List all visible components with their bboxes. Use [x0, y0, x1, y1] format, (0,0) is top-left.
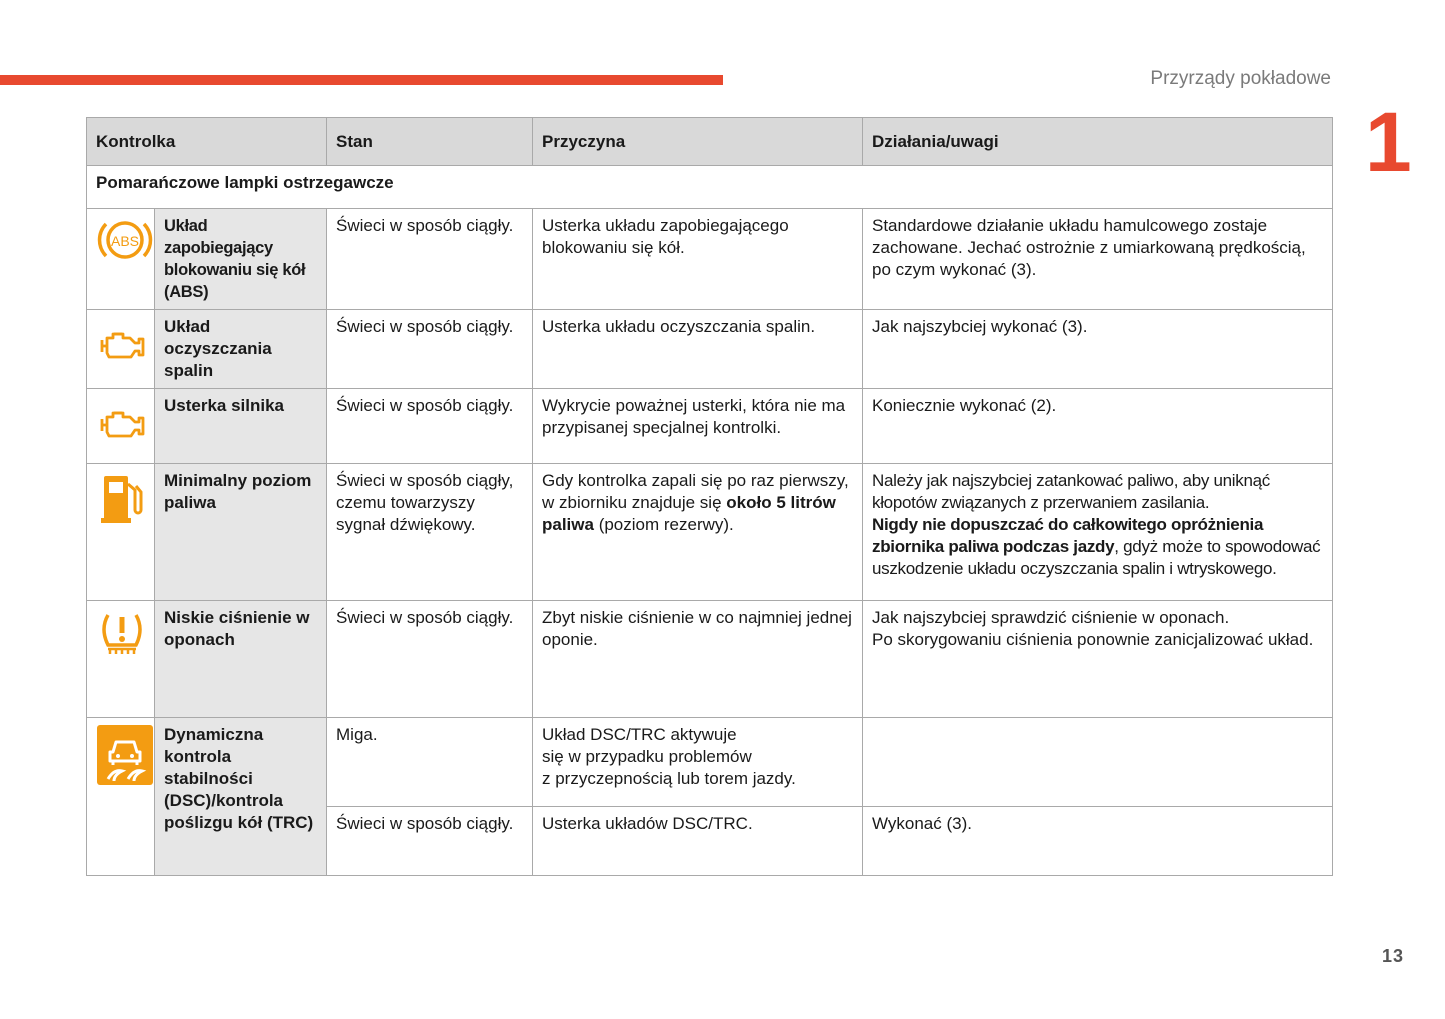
group-row [87, 166, 1333, 209]
lamp-cause: Usterka układu oczyszczania spalin. [533, 310, 863, 389]
lamp-cause: Wykrycie poważnej usterki, która nie ma przypisanej specjalnej kontrolki. [533, 389, 863, 464]
column-header-przyczyna: Przyczyna [533, 118, 863, 166]
icon-cell [87, 464, 155, 601]
abs-warning-icon [96, 215, 154, 265]
engine-emission-icon [96, 324, 148, 368]
icon-cell [87, 310, 155, 389]
lamp-name: Niskie ciśnienie w oponach [155, 601, 327, 718]
lamp-state: Świeci w sposób ciągły. [327, 807, 533, 876]
lamp-action: Wykonać (3). [863, 807, 1333, 876]
column-header-stan: Stan [327, 118, 533, 166]
lamp-cause: Usterka układu zapobiegającego blokowaniu się kół. [533, 209, 863, 310]
lamp-name: Układ zapobiegający blokowaniu się kół (ABS) [155, 209, 327, 310]
table-row [87, 601, 1333, 718]
table-row [87, 464, 1333, 601]
lamp-action [863, 718, 1333, 807]
stability-control-icon [96, 724, 154, 786]
icon-cell [87, 718, 155, 876]
engine-fault-icon [96, 403, 148, 447]
icon-cell [87, 209, 155, 310]
svg-text:ABS: ABS [110, 233, 140, 249]
column-header-kontrolka: Kontrolka [87, 118, 327, 166]
table-row [87, 718, 1333, 807]
lamp-action: Koniecznie wykonać (2). [863, 389, 1333, 464]
lamp-state: Świeci w sposób ciągły. [327, 209, 533, 310]
lamp-action: Należy jak najszybciej zatankować paliwo, aby uniknąć kłopotów związanych z przerwaniem zasilania. Nigdy nie dopuszczać do całkowitego opróżnienia zbiornika paliwa podczas jazdy, gdyż może to spowodować uszkodzenie układu oczyszczania spalin i wtryskowego. [863, 464, 1333, 601]
lamp-state: Świeci w sposób ciągły, czemu towarzyszy sygnał dźwiękowy. [327, 464, 533, 601]
lamp-action: Jak najszybciej sprawdzić ciśnienie w oponach. Po skorygowaniu ciśnienia ponownie zanicjalizować układ. [863, 601, 1333, 718]
header-accent-bar [0, 75, 723, 85]
lamp-action: Jak najszybciej wykonać (3). [863, 310, 1333, 389]
page-number: 13 [1382, 946, 1405, 966]
lamp-state: Świeci w sposób ciągły. [327, 389, 533, 464]
lamp-cause: Gdy kontrolka zapali się po raz pierwszy, w zbiorniku znajduje się około 5 litrów paliwa (poziom rezerwy). [533, 464, 863, 601]
lamp-name: Dynamiczna kontrola stabilności (DSC)/kontrola poślizgu kół (TRC) [155, 718, 327, 876]
lamp-name: Układ oczyszczania spalin [155, 310, 327, 389]
table-row [87, 389, 1333, 464]
table-row [87, 209, 1333, 310]
lamp-cause: Usterka układów DSC/TRC. [533, 807, 863, 876]
lamp-state: Świeci w sposób ciągły. [327, 310, 533, 389]
lamp-name: Minimalny poziom paliwa [155, 464, 327, 601]
lamp-cause: Zbyt niskie ciśnienie w co najmniej jednej oponie. [533, 601, 863, 718]
lamp-action: Standardowe działanie układu hamulcowego zostaje zachowane. Jechać ostrożnie z umiarkowaną prędkością, po czym wykonać (3). [863, 209, 1333, 310]
warning-lights-table [86, 117, 1333, 876]
lamp-state: Miga. [327, 718, 533, 807]
lamp-state: Świeci w sposób ciągły. [327, 601, 533, 718]
lamp-name: Usterka silnika [155, 389, 327, 464]
chapter-number: 1 [1365, 95, 1412, 189]
fuel-pump-icon [96, 470, 146, 526]
icon-cell [87, 601, 155, 718]
table-row [87, 310, 1333, 389]
table-header-row [87, 118, 1333, 166]
group-title: Pomarańczowe lampki ostrzegawcze [87, 166, 1333, 209]
lamp-cause: Układ DSC/TRC aktywuje się w przypadku problemów z przyczepnością lub torem jazdy. [533, 718, 863, 807]
icon-cell [87, 389, 155, 464]
tire-pressure-icon [96, 607, 148, 659]
column-header-dzialania: Działania/uwagi [863, 118, 1333, 166]
section-title: Przyrządy pokładowe [1150, 68, 1331, 89]
